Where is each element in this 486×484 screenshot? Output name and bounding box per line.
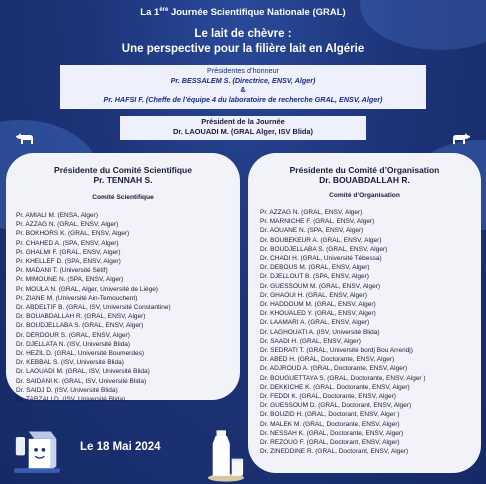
scientific-member: Dr. KEBBAL S. (ISV, Université Blida) <box>16 359 124 367</box>
scientific-member: Pr. GHALMI F. (GRAL, ENSV, Alger) <box>16 248 121 256</box>
organisation-subheading: Comité d’Organisation <box>329 192 400 199</box>
scientific-subheading: Comité Scientifique <box>92 194 154 201</box>
organisation-member: Dr. DJELLOUT B. (SPA, ENSV, Alger) <box>260 273 369 281</box>
organisation-committee-panel <box>248 153 481 473</box>
milk-carton-icon <box>14 420 60 476</box>
scientific-member: Dr. DJELLATA N. (ISV, Université Blida) <box>16 340 131 348</box>
organisation-member: Dr. NESSAH K. (GRAL, Doctorante, ENSV, Alger) <box>260 429 404 437</box>
scientific-member: Pr. ZIANE M. (Université Ain-Temouchent) <box>16 294 138 302</box>
scientific-member: Pr. KHELLEF D. (SPA, ENSV, Alger) <box>16 258 121 266</box>
scientific-member: Pr. AMIALI M. (ENSA, Alger) <box>16 212 98 219</box>
goat-icon <box>14 131 36 145</box>
scientific-member: Dr. BOUABDALLAH R. (GRAL, ENSV, Alger) <box>16 313 146 321</box>
organisation-member: Dr. MALEK M. (GRAL, Doctorante, ENSV, Alger) <box>260 420 400 428</box>
organisation-member: Dr. ADJROUD A. (GRAL, Doctorante, ENSV, Alger) <box>260 365 408 373</box>
organisation-heading: Présidente du Comité d’Organisation <box>289 165 440 175</box>
organisation-member: Pr. MARNICHE F. (GRAL, ENSV, Alger) <box>260 218 375 226</box>
scientific-member: Pr. MOULA N. (GRAL, Alger, Université de Liège) <box>16 285 158 293</box>
scientific-member: Pr. BOKHORS K. (GRAL, ENSV, Alger) <box>16 230 130 238</box>
scientific-member: Pr. MIMOUNE N. (SPA, ENSV, Alger) <box>16 276 124 284</box>
organisation-member: Dr. FEDDI K. (GRAL, Doctorante, ENSV, Alger) <box>260 393 396 401</box>
event-title <box>0 7 486 18</box>
scientific-member: Dr. ABDELTIF B. (GRAL, ISV, Université Constantine) <box>16 304 171 312</box>
organisation-member: Dr. KHOUALED Y. (GRAL, ENSV, Alger) <box>260 310 376 318</box>
scientific-member: Pr. CHAHED A. (SPA, ENSV, Alger) <box>16 239 119 247</box>
event-date: Le 18 Mai 2024 <box>80 441 161 453</box>
organisation-member: Dr. AOUANE N. (SPA, ENSV, Alger) <box>260 227 364 235</box>
scientific-heading: Présidente du Comité Scientifique <box>54 165 192 175</box>
event-title-superscript: ère <box>159 7 169 13</box>
honor-heading: Présidentes d’honneur <box>207 66 279 75</box>
organisation-member-list <box>260 208 481 456</box>
organisation-member: Dr. GUESSOUM D. (GRAL, Doctorant, ENSV, Alger) <box>260 402 412 410</box>
scientific-member-list <box>16 211 240 404</box>
organisation-member: Dr. DEBOUS M. (GRAL, ENSV, Alger) <box>260 264 370 272</box>
organisation-member: Dr. SAADI H. (GRAL, ENSV, Alger) <box>260 337 361 345</box>
journee-president: Dr. LAOUADI M. (GRAL Alger, ISV Blida) <box>172 127 314 136</box>
organisation-member: Dr. GUESSOUM M. (GRAL, ENSV, Alger) <box>260 282 381 290</box>
scientific-member: Dr. SAIDANI K. (GRAL, ISV, Université Blida) <box>16 377 147 385</box>
organisation-member: Dr. DEKKICHE K. (GRAL, Doctorante, ENSV, Alger) <box>260 383 410 391</box>
scientific-member: Dr. BOUDJELLABA S. (GRAL, ENSV, Alger) <box>16 322 144 330</box>
event-title-suffix: Journée Scientifique Nationale (GRAL) <box>168 7 346 19</box>
organisation-member: Dr. BOUBEKEUR A. (GRAL, ENSV, Alger) <box>260 236 382 244</box>
subtitle-line-2: Une perspective pour la filière lait en Algérie <box>121 43 365 55</box>
organisation-member: Dr. ABED H. (GRAL, Doctorante, ENSV, Alger) <box>260 356 395 364</box>
journee-box <box>120 116 366 140</box>
organisation-president: Dr. BOUABDALLAH R. <box>319 175 410 185</box>
organisation-member: Pr. AZZAG N. (GRAL, ENSV, Alger) <box>260 209 363 216</box>
journee-heading: Président de la Journée <box>201 117 285 126</box>
scientific-member: Pr. MADANI T. (Université Sétif) <box>16 267 108 275</box>
scientific-member: Dr. DERDOUR S. (GRAL, ENSV, Alger) <box>16 331 130 339</box>
honor-president-1: Pr. BESSALEM S. (Directrice, ENSV, Alger) <box>170 75 316 85</box>
event-title-prefix: La 1 <box>140 7 160 19</box>
organisation-member: Dr. GHAOUI H. (GRAL, ENSV, Alger) <box>260 291 368 299</box>
scientific-member: Dr. TARZALI D. (ISV, Université Blida) <box>16 396 126 404</box>
organisation-member: Dr. ZINEDDINE R. (GRAL, Doctorant, ENSV, Alger) <box>260 448 409 456</box>
organisation-member: Dr. HADDOUM M. (GRAL, ENSV, Alger) <box>260 301 376 309</box>
scientific-member: Pr. AZZAG N. (GRAL, ENSV, Alger) <box>16 221 119 229</box>
honor-president-2: Pr. HAFSI F. (Cheffe de l’équipe 4 du laboratoire de recherche GRAL, ENSV, Alger) <box>103 94 383 104</box>
organisation-member: Dr. BOUGUETTAYA S. (GRAL, Doctorante, ENSV, Alger ) <box>260 374 426 382</box>
honor-box <box>60 65 426 109</box>
scientific-member: Dr. SAIDJ D. (ISV, Université Blida) <box>16 386 118 394</box>
organisation-member: Dr. BOUDJELLABA S. (GRAL, ENSV, Alger) <box>260 245 388 253</box>
goat-icon <box>450 131 472 145</box>
organisation-member: Dr. BOUZID H. (GRAL, Doctorant, ENSV, Alger ) <box>260 411 400 419</box>
organisation-member: Dr. CHADI H. (GRAL, Université Tébessa) <box>260 255 382 263</box>
scientific-member: Dr. HEZIL D. (GRAL, Université Boumerdes) <box>16 350 144 358</box>
milk-bottle-icon <box>207 428 245 482</box>
honor-ampersand: & <box>240 85 246 94</box>
organisation-member: Dr. LAGHOUATI A. (ISV, Université Blida) <box>260 328 380 336</box>
scientific-committee-panel <box>6 153 240 404</box>
organisation-member: Dr. SEDRATI T. (GRAL, Université bordj Bou Arreridj) <box>260 347 413 355</box>
subtitle-line-1: Le lait de chèvre : <box>194 28 292 40</box>
organisation-member: Dr. LAAMARI A. (GRAL, ENSV, Alger) <box>260 319 370 327</box>
scientific-president: Pr. TENNAH S. <box>93 175 153 185</box>
organisation-member: Dr. REZOUG F. (GRAL, Doctorant, ENSV, Alger) <box>260 439 400 447</box>
scientific-member: Dr. LAOUADI M. (GRAL, ISV, Université Blida) <box>16 368 150 376</box>
